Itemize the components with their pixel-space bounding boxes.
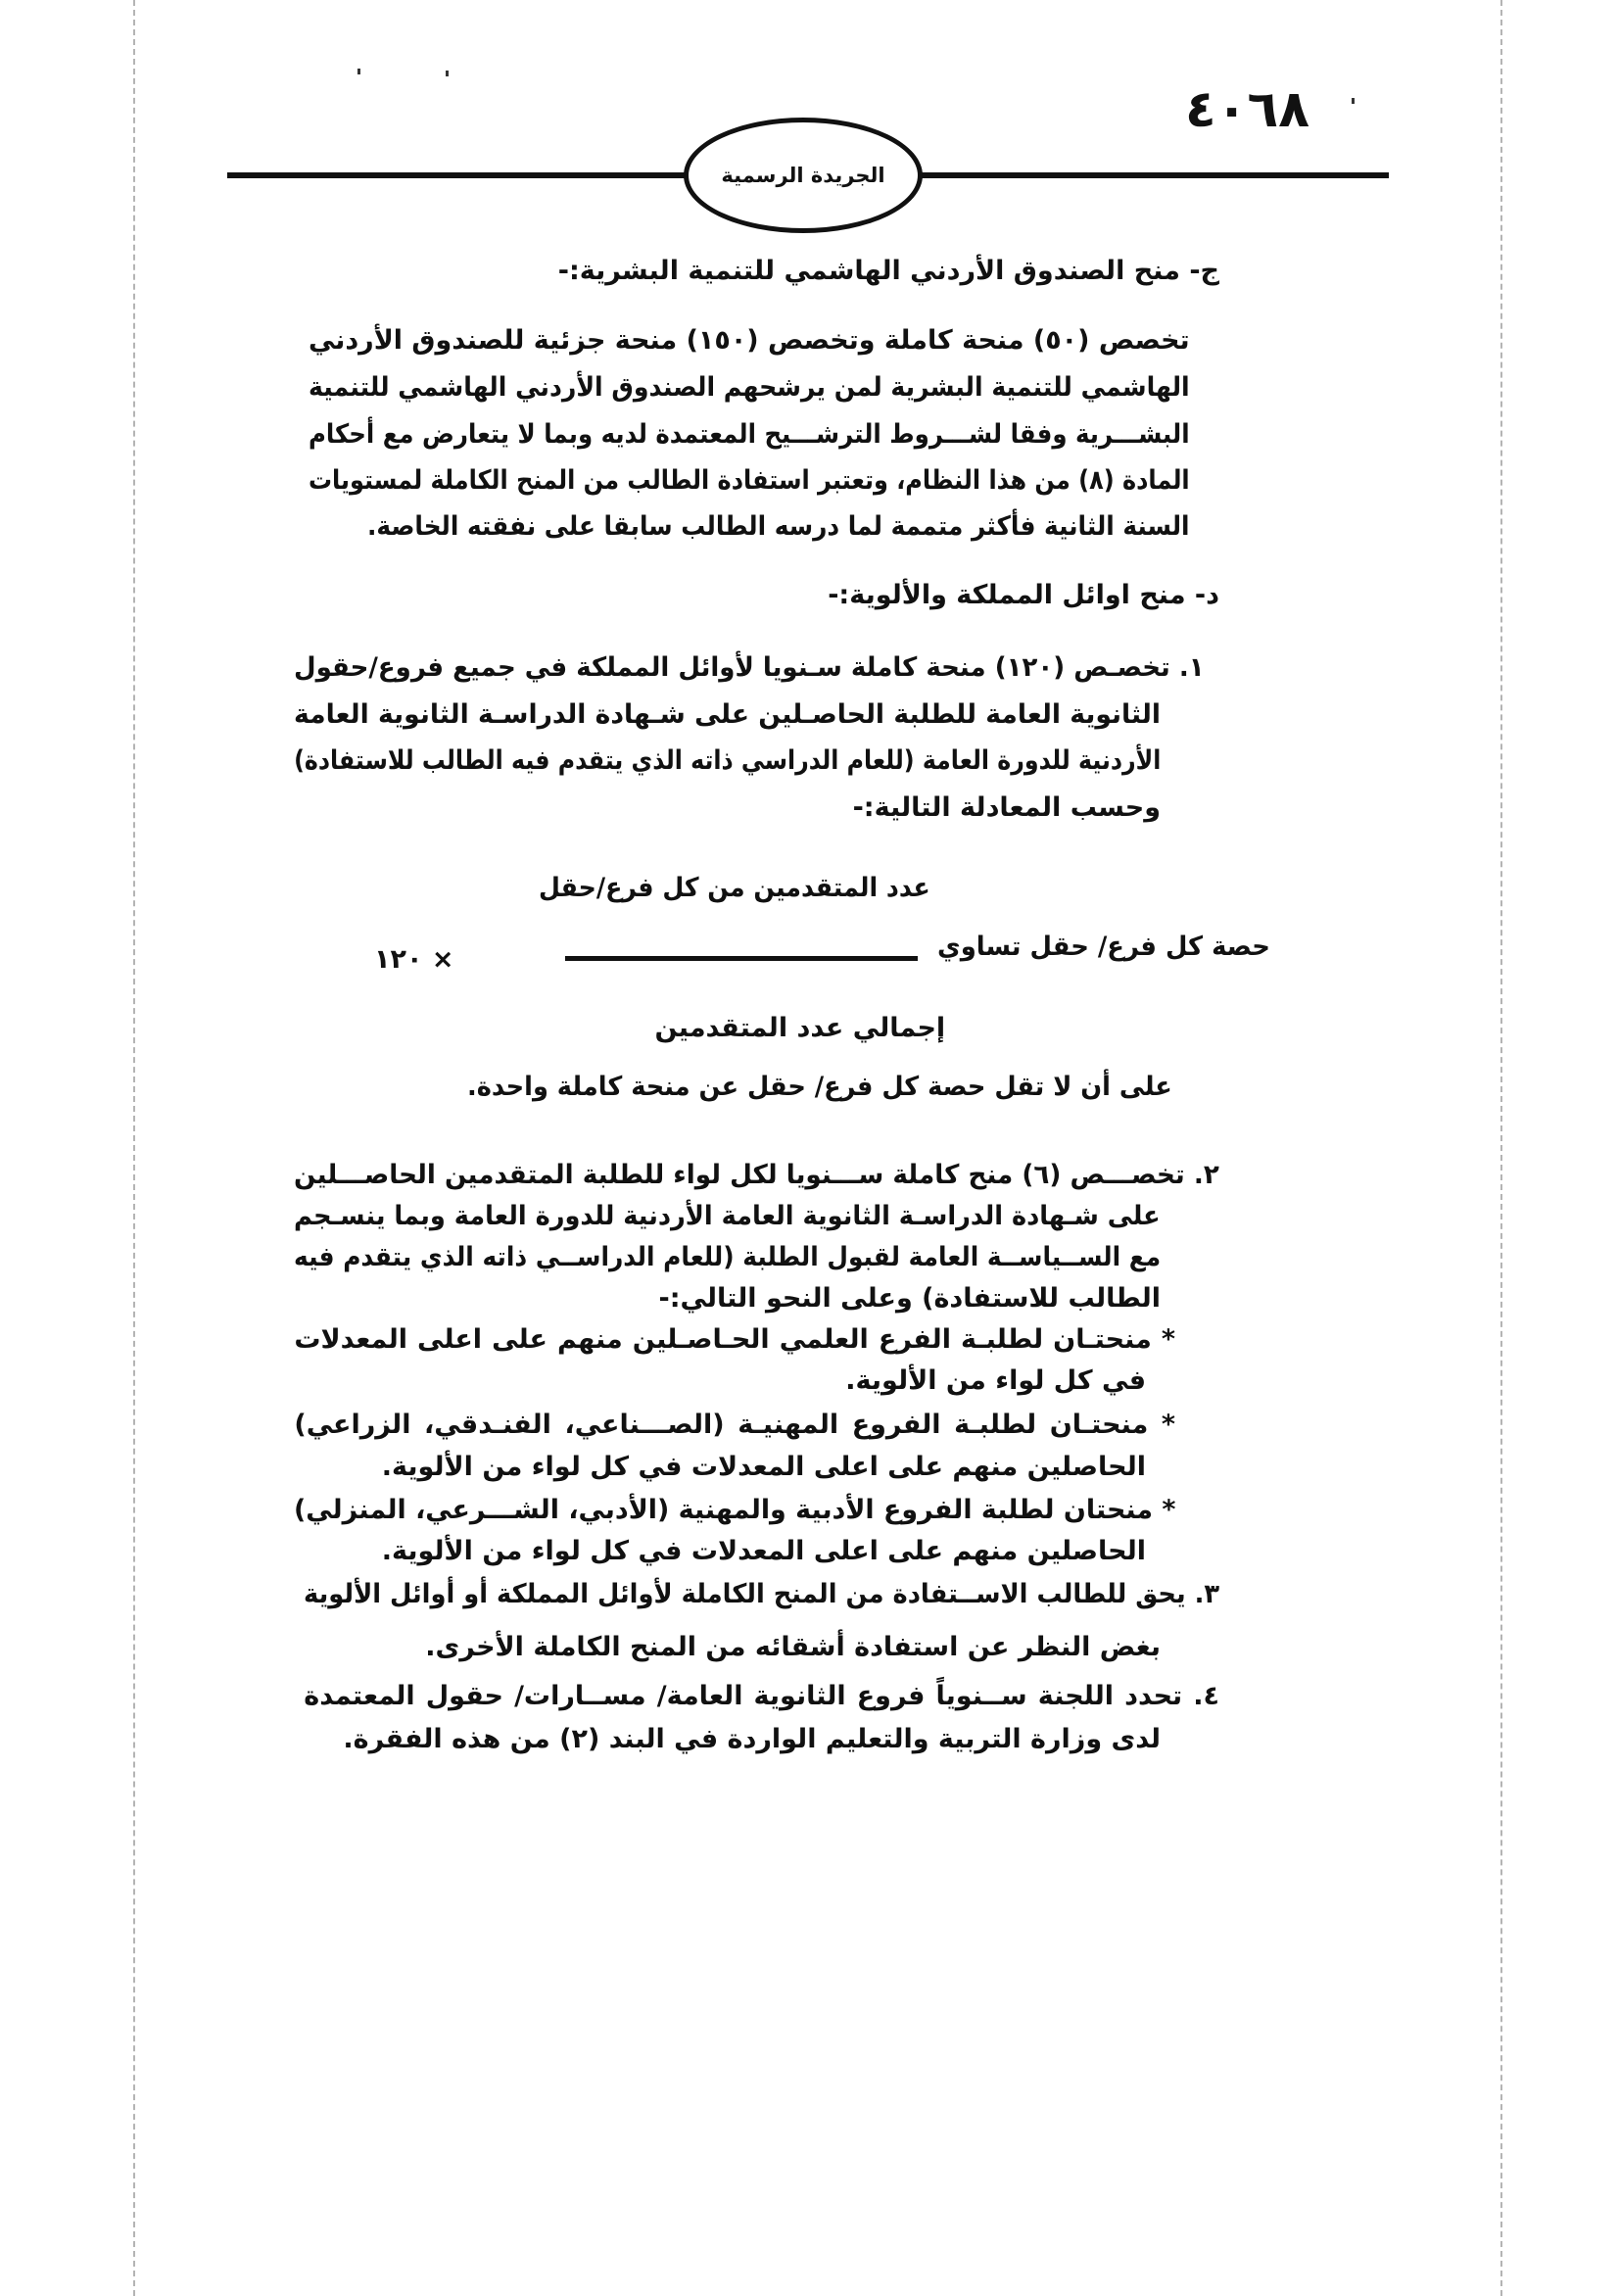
item-1-line: وحسب المعادلة التالية:- xyxy=(852,792,1161,823)
formula-multiplier: ١٢٠ × xyxy=(374,944,454,975)
page-number: ٤٠٦٨ xyxy=(1185,80,1309,139)
item-2-line: مع الســياســة العامة لقبول الطلبة (للعام الدراســي ذاته الذي يتقدم فيه xyxy=(293,1242,1161,1272)
item-3-line: ٣. يحق للطالب الاســتفادة من المنح الكاملة لأوائل المملكة أو أوائل الألوية xyxy=(303,1579,1219,1609)
item-1-line: الثانوية العامة للطلبة الحاصـلين على شـهادة الدراسـة الثانوية العامة xyxy=(294,699,1161,730)
paragraph-line: السنة الثانية فأكثر متممة لما درسه الطالب سابقا على نفقته الخاصة. xyxy=(367,511,1190,542)
section-d-heading: د- منح اوائل المملكة والألوية:- xyxy=(828,580,1219,610)
item-2-line: ٢. تخصـــص (٦) منح كاملة ســـنويا لكل لواء للطلبة المتقدمين الحاصـــلين xyxy=(294,1160,1219,1190)
bullet-line: الحاصلين منهم على اعلى المعدلات في كل لواء من الألوية. xyxy=(381,1536,1146,1566)
item-4-line: لدى وزارة التربية والتعليم الواردة في البند (٢) من هذه الفقرة. xyxy=(343,1724,1161,1754)
fraction-bar xyxy=(565,956,918,961)
bullet-line: * منحتان لطلبة الفروع الأدبية والمهنية (الأدبي، الشـــرعي، المنزلي) xyxy=(293,1495,1175,1525)
item-1-line: الأردنية للدورة العامة (للعام الدراسي ذاته الذي يتقدم فيه الطالب للاستفادة) xyxy=(293,745,1161,776)
formula-numerator: عدد المتقدمين من كل فرع/حقل xyxy=(538,873,930,903)
formula-denominator: إجمالي عدد المتقدمين xyxy=(654,1013,946,1043)
bullet-line: * منحتـان لطلبـة الفروع المهنيـة (الصـــناعي، الفنـدقي، الزراعي) xyxy=(294,1410,1175,1440)
scan-edge-left xyxy=(133,0,135,2296)
paragraph-line: تخصص (٥٠) منحة كاملة وتخصص (١٥٠) منحة جزئية للصندوق الأردني xyxy=(309,325,1190,356)
item-4-line: ٤. تحدد اللجنة ســنوياً فروع الثانوية العامة/ مســارات/ حقول المعتمدة xyxy=(304,1681,1219,1711)
formula-label: حصة كل فرع/ حقل تساوي xyxy=(937,932,1270,962)
scan-edge-right xyxy=(1500,0,1502,2296)
scan-speck xyxy=(446,71,449,76)
paragraph-line: الهاشمي للتنمية البشرية لمن يرشحهم الصندوق الأردني الهاشمي للتنمية xyxy=(309,372,1190,403)
section-c-heading: ج- منح الصندوق الأردني الهاشمي للتنمية البشرية:- xyxy=(557,256,1219,286)
paragraph-line: المادة (٨) من هذا النظام، وتعتبر استفادة الطالب من المنح الكاملة لمستويات xyxy=(309,465,1190,496)
bullet-line: الحاصلين منهم على اعلى المعدلات في كل لواء من الألوية. xyxy=(381,1452,1146,1482)
item-1-line: ١. تخصـص (١٢٠) منحة كاملة سـنويا لأوائل المملكة في جميع فروع/حقول xyxy=(294,652,1205,683)
item-2-line: الطالب للاستفادة) وعلى النحو التالي:- xyxy=(658,1283,1161,1314)
formula-condition: على أن لا تقل حصة كل فرع/ حقل عن منحة كاملة واحدة. xyxy=(467,1072,1172,1102)
item-3-line: بغض النظر عن استفادة أشقائه من المنح الكاملة الأخرى. xyxy=(425,1632,1161,1662)
gazette-title: الجريدة الرسمية xyxy=(721,164,885,187)
paragraph-line: البشـــرية وفقا لشـــروط الترشـــيح المعتمدة لديه وبما لا يتعارض مع أحكام xyxy=(309,419,1190,450)
bullet-line: * منحتـان لطلبـة الفرع العلمي الحـاصـلين منهم على اعلى المعدلات xyxy=(294,1324,1175,1355)
item-2-line: على شـهادة الدراسـة الثانوية العامة الأردنية للدورة العامة وبما ينسـجم xyxy=(294,1201,1161,1231)
gazette-title-oval xyxy=(684,118,923,233)
scan-speck xyxy=(1352,98,1355,104)
bullet-line: في كل لواء من الألوية. xyxy=(845,1365,1146,1396)
scan-speck xyxy=(357,69,360,74)
